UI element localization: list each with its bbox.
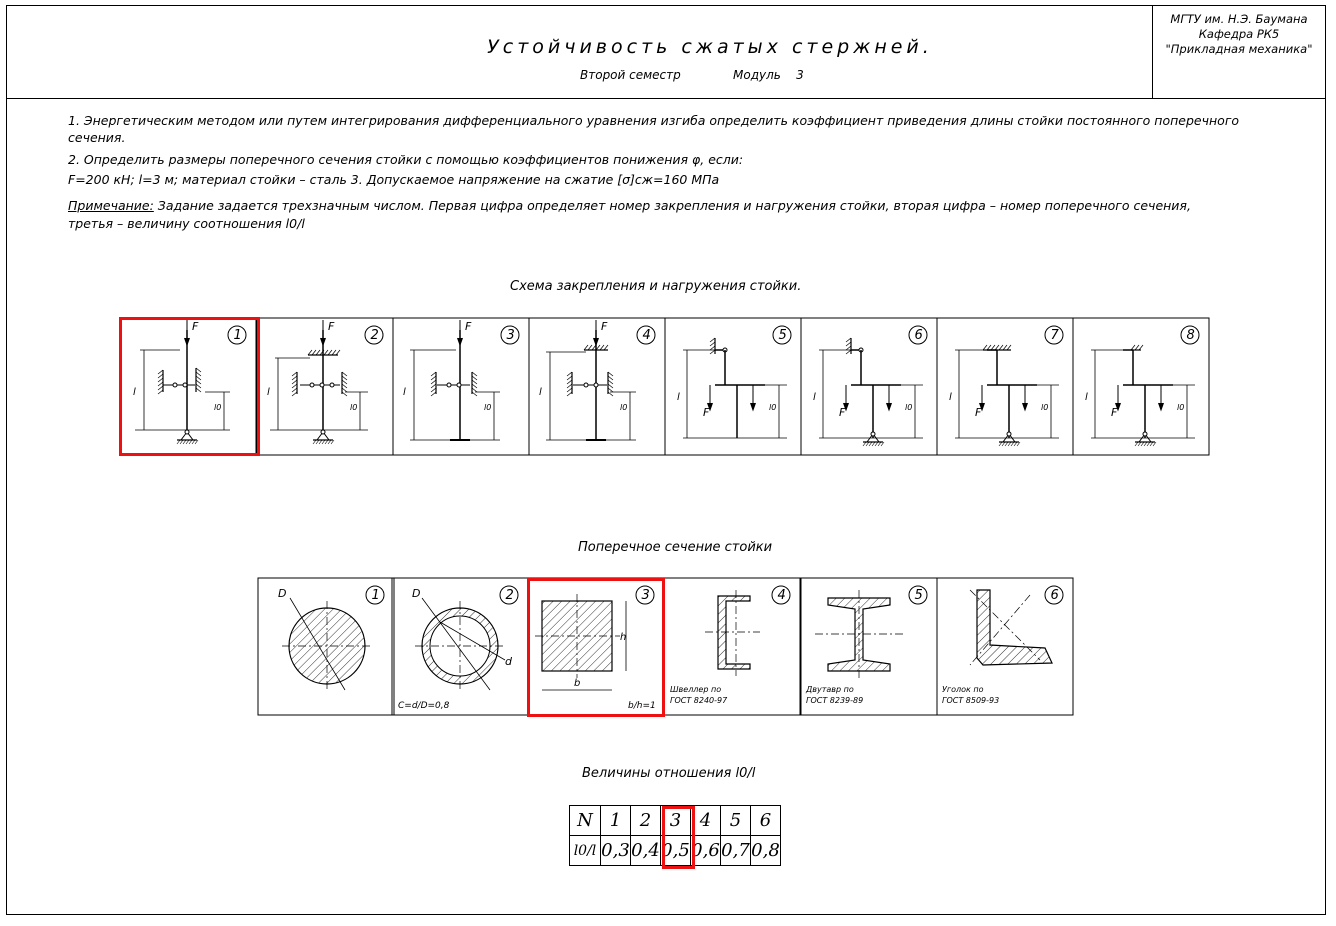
load-label-7: F: [975, 406, 982, 419]
hatch-line: [608, 384, 613, 388]
hatch-line: [292, 372, 297, 376]
hatch-line: [1135, 345, 1139, 350]
hatch-line: [608, 388, 613, 392]
hatch-line: [567, 392, 572, 396]
length-label-4: l: [539, 387, 542, 398]
section-number-1: 1: [371, 588, 380, 603]
hatch-line: [312, 350, 316, 355]
hatch-line: [567, 388, 572, 392]
length-label-3: l: [403, 387, 406, 398]
note-line-2: третья – величину соотношения l0/l: [68, 216, 305, 231]
hatch-line: [567, 380, 572, 384]
task-line-1: 1. Энергетическим методом или путем интегрирования дифференциального уравнения изгиба определить коэффициент приведения длины стойки постоянного поперечного: [68, 113, 1240, 128]
channel-section: [718, 596, 750, 669]
drawing-circle: [594, 383, 598, 387]
arrow-head: [751, 403, 756, 410]
hatch-line: [567, 384, 572, 388]
length-label-6: l: [813, 392, 816, 403]
hatch-line: [472, 392, 477, 396]
ratio-number-3: 3: [661, 806, 691, 836]
section-number-5: 5: [914, 588, 923, 603]
hatch-line: [608, 376, 613, 380]
width-label: b: [574, 678, 581, 689]
hatch-line: [292, 384, 297, 388]
length-label-2: l: [267, 387, 270, 398]
hatch-line: [342, 376, 347, 380]
drawing-circle: [457, 383, 461, 387]
drawing-circle: [330, 383, 334, 387]
hatch-line: [710, 346, 715, 350]
hatch-line: [710, 350, 715, 354]
institution-line-3: "Прикладная механика": [1165, 42, 1313, 56]
inner-diameter-label: d: [505, 655, 512, 668]
module-word: Модуль: [733, 68, 781, 82]
ratio-row-label: l0/l: [570, 836, 601, 866]
hatch-line: [1003, 345, 1007, 350]
hatch-line: [308, 350, 312, 355]
pin-joint: [1007, 432, 1011, 436]
hatch-line: [472, 384, 477, 388]
hatch-line: [431, 380, 436, 384]
hatch-line: [600, 345, 604, 350]
ratio-number-6: 6: [751, 806, 781, 836]
pin-joint: [321, 430, 325, 434]
scheme-selected-highlight: [119, 317, 260, 456]
scheme-number-4: 4: [642, 328, 651, 343]
schemes-title: Схема закрепления и нагружения стойки.: [510, 279, 802, 294]
ratio-number-1: 1: [601, 806, 631, 836]
section-selected-highlight: [527, 578, 665, 717]
ratio-value-1: 0,3: [601, 836, 631, 866]
ratio-value-2: 0,4: [631, 836, 661, 866]
hatch-line: [431, 372, 436, 376]
institution-line-1: МГТУ им. Н.Э. Баумана: [1170, 12, 1308, 26]
drawing-circle: [447, 383, 451, 387]
task-line-2: 2. Определить размеры поперечного сечения стойки с помощью коэффициентов понижения φ, если:: [68, 152, 744, 167]
semester-label: Второй семестр: [580, 68, 681, 82]
pin-joint: [871, 432, 875, 436]
load-label-8: F: [1111, 406, 1118, 419]
hatch-line: [472, 380, 477, 384]
hatch-line: [328, 350, 332, 355]
angle-label-2: ГОСТ 8509-93: [942, 696, 1000, 705]
ratio-number-5: 5: [721, 806, 751, 836]
hatch-line: [608, 392, 613, 396]
hatch-line: [342, 388, 347, 392]
task-line-1b: сечения.: [68, 130, 126, 145]
sub-length-label-3: l0: [484, 403, 492, 412]
ratio-header-label: N: [570, 806, 601, 836]
sub-length-label-4: l0: [620, 403, 628, 412]
load-label-3: F: [465, 320, 472, 333]
hatch-line: [567, 372, 572, 376]
sub-length-label-5: l0: [769, 403, 777, 412]
hatch-line: [1007, 345, 1011, 350]
channel-label-1: Швеллер по: [670, 685, 722, 694]
arrow-head: [458, 338, 463, 345]
institution-line-2: Кафедра РК5: [1198, 27, 1280, 41]
task-line-3: F=200 кН; l=3 м; материал стойки – сталь 3. Допускаемое напряжение на сжатие [σ]сж=160 МПа: [68, 172, 720, 187]
sub-length-label-7: l0: [1041, 403, 1049, 412]
hatch-line: [472, 376, 477, 380]
hatch-line: [324, 350, 328, 355]
hatch-line: [608, 380, 613, 384]
hatch-line: [431, 384, 436, 388]
hatch-line: [567, 376, 572, 380]
scheme-number-1: 1: [233, 328, 242, 343]
sub-length-label-2: l0: [350, 403, 358, 412]
hatch-line: [342, 372, 347, 376]
length-label-5: l: [677, 392, 680, 403]
hatch-line: [316, 350, 320, 355]
hatch-line: [431, 392, 436, 396]
ratio-value-4: 0,6: [691, 836, 721, 866]
hatch-line: [608, 372, 613, 376]
ratio-value-6: 0,8: [751, 836, 781, 866]
hatch-line: [472, 372, 477, 376]
note-label: Примечание:: [68, 198, 154, 213]
ratio-value-3: 0,5: [661, 836, 691, 866]
hatch-line: [431, 376, 436, 380]
height-label: h: [620, 632, 627, 643]
rect-ratio-label: b/h=1: [628, 701, 656, 711]
load-label-2: F: [328, 320, 335, 333]
module-number: 3: [796, 68, 804, 82]
load-label-5: F: [703, 406, 710, 419]
hatch-line: [342, 384, 347, 388]
scheme-number-3: 3: [506, 328, 515, 343]
hatch-line: [336, 350, 340, 355]
hatch-line: [584, 345, 588, 350]
hatch-line: [342, 392, 347, 396]
pin-joint: [1143, 432, 1147, 436]
hatch-line: [604, 345, 608, 350]
scheme-number-8: 8: [1186, 328, 1195, 343]
drawing-circle: [310, 383, 314, 387]
sub-length-label-8: l0: [1177, 403, 1185, 412]
hatch-line: [846, 342, 851, 346]
diameter-label-2: D: [412, 587, 421, 600]
load-label-1: F: [192, 320, 199, 333]
diameter-label-1: D: [278, 587, 287, 600]
section-number-4: 4: [777, 588, 786, 603]
hatch-line: [342, 380, 347, 384]
section-number-2: 2: [505, 588, 514, 603]
length-label-1: l: [133, 387, 136, 398]
drawing-circle: [320, 383, 324, 387]
length-label-7: l: [949, 392, 952, 403]
sub-length-label-6: l0: [905, 403, 913, 412]
angle-section: [977, 590, 1052, 665]
hatch-line: [292, 392, 297, 396]
ratio-value-5: 0,7: [721, 836, 751, 866]
channel-label-2: ГОСТ 8240-97: [670, 696, 728, 705]
hatch-line: [999, 345, 1003, 350]
sections-title: Поперечное сечение стойки: [578, 540, 773, 555]
arrow-head: [1159, 403, 1164, 410]
arrow-head: [1023, 403, 1028, 410]
sub-length-label-1: l0: [214, 403, 222, 412]
load-label-6: F: [839, 406, 846, 419]
load-label-4: F: [601, 320, 608, 333]
ratio-selected-highlight: [662, 806, 695, 869]
arrow-head: [594, 338, 599, 345]
hatch-line: [472, 388, 477, 392]
ratio-number-2: 2: [631, 806, 661, 836]
ratios-title: Величины отношения l0/l: [582, 766, 756, 781]
hatch-line: [710, 342, 715, 346]
ibeam-label-2: ГОСТ 8239-89: [806, 696, 864, 705]
scheme-number-2: 2: [370, 328, 379, 343]
hatch-line: [846, 350, 851, 354]
hatch-line: [588, 345, 592, 350]
hatch-line: [332, 350, 336, 355]
angle-label-1: Уголок по: [942, 685, 984, 694]
note-text: Задание задается трехзначным числом. Первая цифра определяет номер закрепления и нагружения стойки, вторая цифра – номер поперечного сечения,: [153, 198, 1191, 213]
hatch-line: [983, 345, 987, 350]
hatch-line: [710, 338, 715, 342]
hatch-line: [292, 376, 297, 380]
ring-ratio-label: C=d/D=0,8: [398, 701, 450, 711]
arrow-head: [321, 338, 326, 345]
length-label-8: l: [1085, 392, 1088, 403]
hatch-line: [292, 388, 297, 392]
arrow-head: [887, 403, 892, 410]
scheme-number-5: 5: [778, 328, 787, 343]
hatch-line: [292, 380, 297, 384]
scheme-number-6: 6: [914, 328, 923, 343]
hatch-line: [1139, 345, 1143, 350]
section-number-3: 3: [641, 588, 650, 603]
ibeam-label-1: Двутавр по: [806, 685, 854, 694]
hatch-line: [846, 346, 851, 350]
page-title: Устойчивость сжатых стержней.: [487, 36, 933, 58]
drawing-circle: [584, 383, 588, 387]
section-number-6: 6: [1050, 588, 1059, 603]
ratio-number-4: 4: [691, 806, 721, 836]
hatch-line: [431, 388, 436, 392]
hatch-line: [846, 338, 851, 342]
scheme-number-7: 7: [1050, 328, 1059, 343]
